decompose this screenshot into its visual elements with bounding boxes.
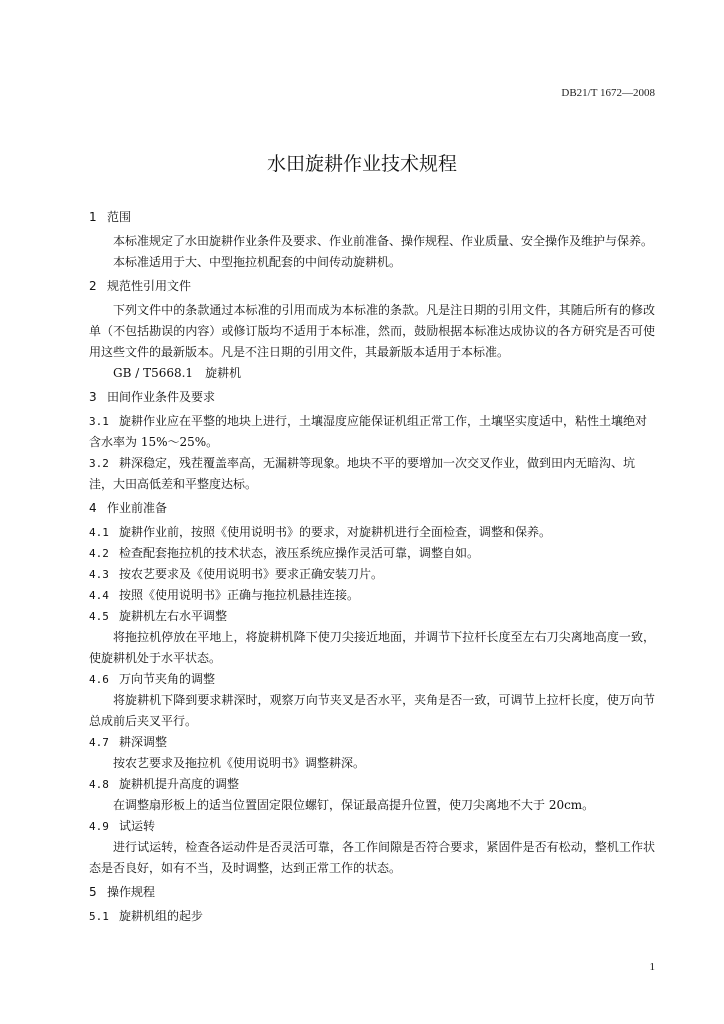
clause-number: 4.6 bbox=[89, 673, 109, 686]
subclause-title: 试运转 bbox=[119, 819, 156, 833]
subclause-heading bbox=[89, 606, 655, 627]
clause-number: 4.1 bbox=[89, 526, 109, 539]
subclause-heading bbox=[89, 774, 655, 795]
subclause-title: 万向节夹角的调整 bbox=[119, 672, 216, 686]
clause-text: 旋耕作业前，按照《使用说明书》的要求，对旋耕机进行全面检查，调整和保养。 bbox=[119, 525, 552, 539]
section-heading bbox=[89, 882, 655, 903]
clause-number: 4.5 bbox=[89, 610, 109, 623]
paragraph: 将旋耕机下降到要求耕深时，观察万向节夹叉是否水平，夹角是否一致，可调节上拉杆长度，使万向节总成前后夹叉平行。 bbox=[89, 693, 655, 728]
clause-number: 4.3 bbox=[89, 568, 109, 581]
clause-text: 检查配套拖拉机的技术状态，液压系统应操作灵活可靠，调整自如。 bbox=[119, 546, 480, 560]
section-heading bbox=[89, 276, 655, 297]
subclause-heading bbox=[89, 732, 655, 753]
subclause-title: 旋耕机提升高度的调整 bbox=[119, 777, 240, 791]
document-body bbox=[89, 204, 655, 927]
clause bbox=[89, 564, 655, 585]
section-title: 操作规程 bbox=[107, 885, 156, 899]
section-title: 规范性引用文件 bbox=[107, 279, 192, 293]
clause-text: 旋耕作业应在平整的地块上进行，土壤湿度应能保证机组正常工作，土壤坚实度适中，粘性土壤绝对含水率为 15%～25%。 bbox=[89, 414, 648, 449]
section-heading bbox=[89, 498, 655, 519]
paragraph: 进行试运转，检查各运动件是否灵活可靠，各工作间隙是否符合要求，紧固件是否有松动，整机工作状态是否良好，如有不当，及时调整，达到正常工作的状态。 bbox=[89, 840, 655, 875]
paragraph: 将拖拉机停放在平地上，将旋耕机降下使刀尖接近地面，并调节下拉杆长度至左右刀尖离地高度一致，使旋耕机处于水平状态。 bbox=[89, 630, 655, 665]
document-code: DB21/T 1672—2008 bbox=[561, 87, 655, 99]
subclause-title: 旋耕机左右水平调整 bbox=[119, 609, 228, 623]
clause-number: 3.1 bbox=[89, 415, 109, 428]
clause-number: 4.9 bbox=[89, 820, 109, 833]
section-number: 1 bbox=[89, 210, 97, 224]
clause-number: 4.4 bbox=[89, 589, 109, 602]
section-number: 4 bbox=[89, 501, 97, 515]
subclause-title: 旋耕机组的起步 bbox=[119, 909, 204, 923]
section-heading bbox=[89, 387, 655, 408]
section-title: 作业前准备 bbox=[107, 501, 168, 515]
paragraph: 在调整扇形板上的适当位置固定限位螺钉，保证最高提升位置，使刀尖离地不大于 20cm。 bbox=[113, 798, 595, 812]
page-number: 1 bbox=[649, 961, 655, 973]
clause-number: 4.7 bbox=[89, 736, 109, 749]
subclause-heading bbox=[89, 906, 655, 927]
section-title: 田间作业条件及要求 bbox=[107, 390, 216, 404]
section-title: 范围 bbox=[107, 210, 132, 224]
clause bbox=[89, 522, 655, 543]
reference-item: GB / T5668.1 旋耕机 bbox=[113, 366, 242, 380]
clause bbox=[89, 411, 655, 453]
subclause-heading bbox=[89, 669, 655, 690]
subclause-heading bbox=[89, 816, 655, 837]
page-title: 水田旋耕作业技术规程 bbox=[266, 153, 457, 175]
clause-text: 按照《使用说明书》正确与拖拉机悬挂连接。 bbox=[119, 588, 360, 602]
paragraph: 按农艺要求及拖拉机《使用说明书》调整耕深。 bbox=[113, 756, 366, 770]
section-number: 5 bbox=[89, 885, 97, 899]
clause bbox=[89, 543, 655, 564]
clause bbox=[89, 453, 655, 495]
section-heading bbox=[89, 207, 655, 228]
clause bbox=[89, 585, 655, 606]
clause-text: 耕深稳定，残茬覆盖率高，无漏耕等现象。地块不平的要增加一次交叉作业，做到田内无暗沟、坑洼，大田高低差和平整度达标。 bbox=[89, 456, 636, 491]
clause-number: 3.2 bbox=[89, 457, 109, 470]
clause-number: 4.2 bbox=[89, 547, 109, 560]
section-number: 3 bbox=[89, 390, 97, 404]
clause-text: 按农艺要求及《使用说明书》要求正确安装刀片。 bbox=[119, 567, 384, 581]
clause-number: 5.1 bbox=[89, 910, 109, 923]
paragraph: 下列文件中的条款通过本标准的引用而成为本标准的条款。凡是注日期的引用文件，其随后所有的修改单（不包括勘误的内容）或修订版均不适用于本标准，然而，鼓励根据本标准达成协议的各方研究是否可使用这些文件的最新版本。凡是不注日期的引用文件，其最新版本适用于本标准。 bbox=[89, 303, 655, 359]
subclause-title: 耕深调整 bbox=[119, 735, 168, 749]
clause-number: 4.8 bbox=[89, 778, 109, 791]
section-number: 2 bbox=[89, 279, 97, 293]
paragraph: 本标准适用于大、中型拖拉机配套的中间传动旋耕机。 bbox=[113, 255, 402, 269]
paragraph: 本标准规定了水田旋耕作业条件及要求、作业前准备、操作规程、作业质量、安全操作及维护与保养。 bbox=[113, 234, 654, 248]
